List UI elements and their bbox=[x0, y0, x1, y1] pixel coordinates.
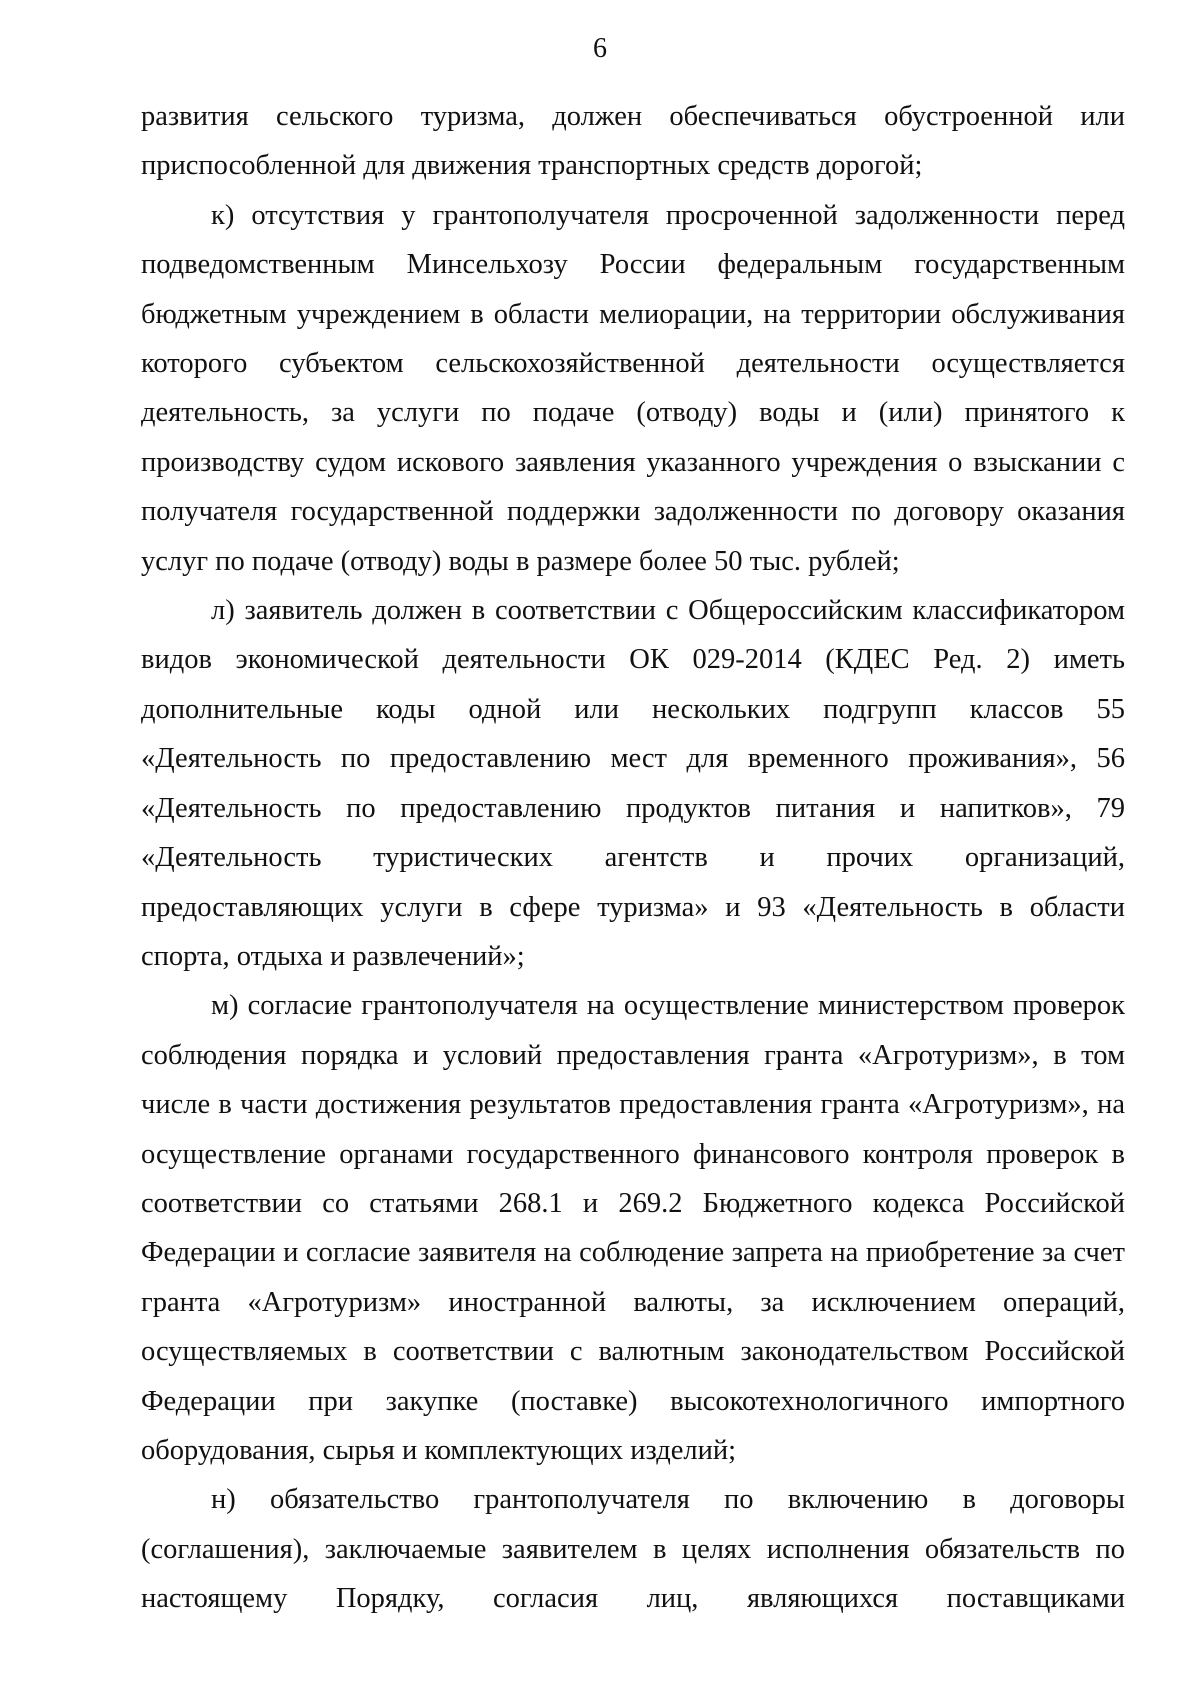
paragraph-item-n: н) обязательство грантополучателя по включению в договоры (соглашения), заключаемые заявителем в целях исполнения обязательств по настоящему Порядку, согласия лиц, являющихся поставщиками bbox=[141, 1484, 1125, 1615]
page-number: 6 bbox=[593, 33, 607, 64]
paragraph-item-m: м) согласие грантополучателя на осуществление министерством проверок соблюдения порядка и условий предоставления гранта «Агротуризм», в том числе в части достижения результатов предоставления гранта «Агротуризм», на осуществление органами государственного финансового контроля проверок в соответствии со статьями 268.1 и 269.2 Бюджетного кодекса Российской Федерации и согласие заявителя на соблюдение запрета на приобретение за счет гранта «Агротуризм» иностранной валюты, за исключением операций, осуществляемых в соответствии с валютным законодательством Российской Федерации при закупке (поставке) высокотехнологичного импортного оборудования, сырья и комплектующих изделий; bbox=[141, 990, 1125, 1466]
paragraph-item-k: к) отсутствия у грантополучателя просроченной задолженности перед подведомственным Минсельхозу России федеральным государственным бюджетным учреждением в области мелиорации, на территории обслуживания которого субъектом сельскохозяйственной деятельности осуществляется деятельность, за услуги по подаче (отводу) воды и (или) принятого к производству судом искового заявления указанного учреждения о взыскании с получателя государственной поддержки задолженности по договору оказания услуг по подаче (отводу) воды в размере более 50 тыс. рублей; bbox=[141, 199, 1125, 577]
paragraph-item-l: л) заявитель должен в соответствии с Общероссийским классификатором видов экономической деятельности ОК 029-2014 (КДЕС Ред. 2) иметь дополнительные коды одной или нескольких подгрупп классов 55 «Деятельность по предоставлению мест для временного проживания», 56 «Деятельность по предоставлению продуктов питания и напитков», 79 «Деятельность туристических агентств и прочих организаций, предоставляющих услуги в сфере туризма» и 93 «Деятельность в области спорта, отдыха и развлечений»; bbox=[141, 595, 1125, 972]
document-body bbox=[141, 92, 1125, 1624]
paragraph-continuation: развития сельского туризма, должен обеспечиваться обустроенной или приспособленной для движения транспортных средств дорогой; bbox=[141, 101, 1125, 182]
